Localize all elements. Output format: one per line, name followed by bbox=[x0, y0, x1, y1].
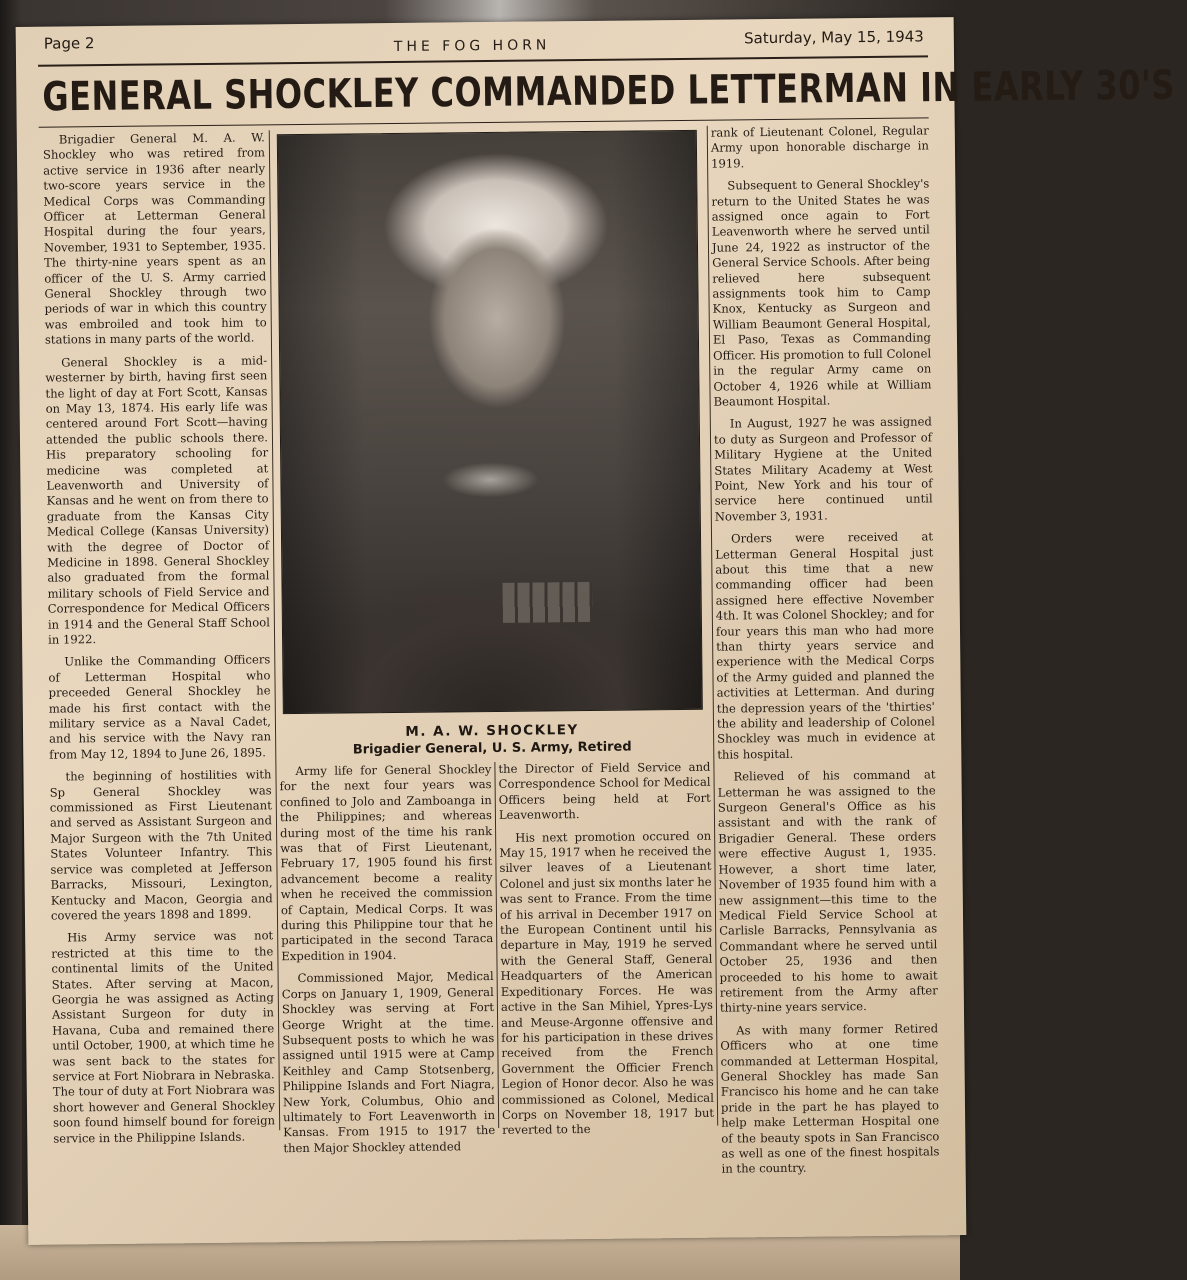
paragraph: rank of Lieutenant Colonel, Regular Army upon honorable discharge in 1919. bbox=[710, 123, 930, 171]
photo-shading bbox=[278, 131, 702, 713]
article-column-5 bbox=[711, 123, 940, 1184]
headline: GENERAL SHOCKLEY COMMANDED LETTERMAN IN EARLY 30'S bbox=[42, 61, 1176, 121]
medal-ribbons bbox=[502, 582, 592, 623]
paragraph: As with many former Retired Officers who at one time commanded at Letterman Hospital, General Shockley has made San Francisco his home and he can take pride in the part he has played to help make Letterman Hospital one of the beauty spots in San Francisco as well as one of the finest hospitals in the country. bbox=[720, 1021, 940, 1177]
paragraph: Army life for General Shockley for the next four years was confined to Jolo and Zamboanga in the Philippines; and whereas during most of the time his rank was that of First Lieutenant, February 17, 1905 found his first advancement become a reality when he received the commission of Captain, Medical Corps. It was during this Philippine tour that he participated in the second Taraca Expedition in 1904. bbox=[279, 762, 494, 964]
paragraph: Orders were received at Letterman General Hospital just about this time that a new commanding officer had been assigned here effective November 4th. It was Colonel Shockley; and for four years this man who had more than thirty years service and experience with the Medical Corps of the Army guided and planned the activities at Letterman. And during the depression years of the 'thirties' the ability and leadership of Colonel Shockley was much in evidence at this hospital. bbox=[715, 529, 936, 762]
photo-caption bbox=[283, 720, 701, 760]
paragraph: Relieved of his command at Letterman he was assigned to the Surgeon General's Office as his assistant and with the rank of Brigadier General. These orders were effective August 1, 1935. However, a short time later, November of 1935 found him with a new assignment—this time to the Medical Field Service School at Carlisle Barracks, Pennsylvania as Commandant where he served until October 25, 1936 and then proceeded to his home to await retirement from the Army after thirty-nine years service. bbox=[717, 767, 938, 1015]
page-number: Page 2 bbox=[43, 34, 95, 53]
article-column-1 bbox=[43, 130, 276, 1153]
paragraph: Commissioned Major, Medical Corps on January 1, 1909, General Shockley was serving at Fort George Wright at the time. Subsequent posts to which he was assigned until 1915 were at Camp Keithley and Camp Stotsenberg, Philippine Islands and Fort Niagra, New York, Columbus, Ohio and ultimately to Fort Leavenworth in Kansas. From 1915 to 1917 the then Major Shockley attended bbox=[281, 969, 496, 1155]
paragraph: General Shockley is a mid-westerner by birth, having first seen the light of day at Fort Scott, Kansas on May 13, 1874. His early life was centered around Fort Scott—having attended the public schools there. His preparatory schooling for medicine was completed at Leavenworth and University of Kansas and he went on from there to graduate from the Kansas City Medical College (Kansas University) with the degree of Doctor of Medicine in 1898. General Shockley also graduated from the formal military schools of Field Service and Correspondence for Medical Officers in 1914 and the General Staff School in 1922. bbox=[45, 353, 270, 647]
paragraph: Unlike the Commanding Officers of Letterman Hospital who preceeded General Shockley he made his first contact with the military service as a Naval Cadet, and his service with the Navy ran from May 12, 1894 to June 26, 1895. bbox=[48, 652, 272, 762]
paragraph: the beginning of hostilities with Sp General Shockley was commissioned as First Lieutenant and served as Assistant Surgeon and Major Surgeon with the 7th United States Volunteer Infantry. This service was completed at Jefferson Barracks, Missouri, Lexington, Kentucky and Macon, Georgia and covered the years 1898 and 1899. bbox=[49, 767, 273, 923]
paragraph: His next promotion occured on May 15, 1917 when he received the silver leaves of a Lieutenant Colonel and just six months later he was sent to France. From the time of his arrival in December 1917 on the European Continent until his departure in May, 1919 he served with the General Staff, General Headquarters of the American Expeditionary Forces. He was active in the San Mihiel, Ypres-Lys and Meuse-Argonne offensive and for his participation in these drives received from the French Government the Officier French Legion of Honor decor. Also he was commissioned as Colonel, Medical Corps on November 18, 1917 but reverted to the bbox=[499, 828, 715, 1138]
paragraph: the Director of Field Service and Correspondence School for Medical Officers being held at Fort Leavenworth. bbox=[498, 759, 711, 823]
masthead bbox=[44, 25, 924, 56]
caption-name: M. A. W. SHOCKLEY bbox=[405, 722, 579, 740]
paragraph: Brigadier General M. A. W. Shockley who was retired from active service in 1936 after nearly two-score years service in the Medical Corps was Commanding Officer at Letterman General Hospital during the four years, November, 1931 to September, 1935. The thirty-nine years spent as an officer of the U. S. Army carried General Shockley through two periods of war in which this country was embroiled and took him to stations in many parts of the world. bbox=[42, 130, 267, 347]
publication-name: THE FOG HORN bbox=[393, 37, 551, 55]
paragraph: In August, 1927 he was assigned to duty as Surgeon and Professor of Military Hygiene at the United States Military Academy at West Point, New York and his tour of service here continued until November 3, 1931. bbox=[713, 414, 933, 524]
newspaper-page bbox=[16, 17, 1176, 1245]
paragraph: Subsequent to General Shockley's return to the United States he was assigned once again to Fort Leavenworth where he served until June 24, 1922 as instructor of the General Service Schools. After being relieved here subsequent assignments took him to Camp Knox, Kentucky as Surgeon and William Beaumont General Hospital, El Paso, Texas as Commanding Officer. His promotion to full Colonel in the regular Army came on October 4, 1926 while at William Beaumont Hospital. bbox=[711, 176, 932, 409]
portrait-photo bbox=[277, 130, 703, 714]
article-column-4 bbox=[498, 760, 714, 1146]
paragraph: His Army service was not restricted at this time to the continental limits of the United States. After serving at Macon, Georgia he was assigned as Acting Assistant Surgeon for duty in Havana, Cuba and remained there until October, 1900, at which time he was sent back to the states for service at Fort Niobrara in Nebraska. The tour of duty at Fort Niobrara was short however and General Shockley soon found himself bound for foreign service in the Philippine Islands. bbox=[51, 928, 276, 1146]
issue-date: Saturday, May 15, 1943 bbox=[743, 27, 924, 48]
caption-title: Brigadier General, U. S. Army, Retired bbox=[352, 739, 632, 758]
article-column-3 bbox=[279, 762, 495, 1163]
